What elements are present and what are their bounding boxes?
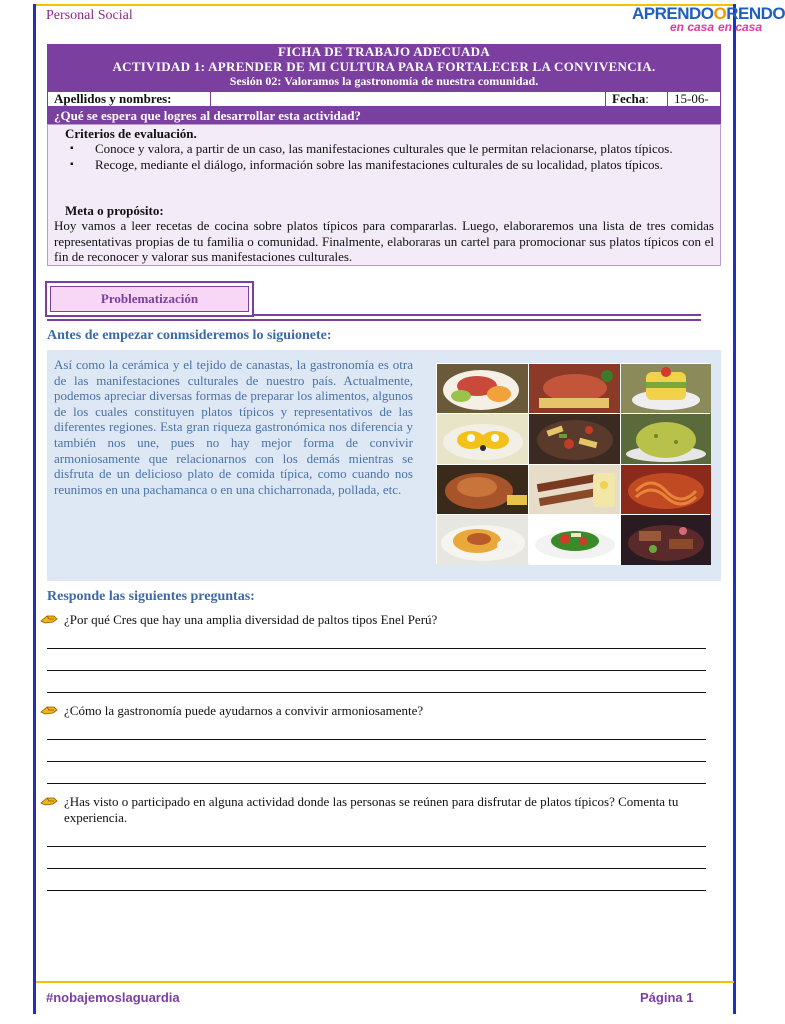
lomo-saltado-image xyxy=(528,413,620,463)
answer-line[interactable] xyxy=(47,868,706,869)
ceviche-plate-image xyxy=(436,363,528,413)
name-field[interactable] xyxy=(211,92,606,106)
writing-hand-icon xyxy=(40,613,58,625)
bullet-icon: ▪ xyxy=(70,143,74,154)
intro-text: Así como la cerámica y el tejido de canastas, la gastronomía es otra de las manifestaciones culturales de nuestro país. Actualmente, podemos apreciar diversas formas de preparar los alimentos, algunos de los cuales constituyen platos típicos y representativos de las diferentes regiones. Esta gran riqueza gastronómica nos diferencia y también nos une, pues no hay mejor forma de convivir armoniosamente que relacionarnos con los demás mientras se disfruta de un delicioso plato de comida típica, como cuando nos reunimos en una pachamanca o en una chicharronada, pollada, etc. xyxy=(54,357,413,497)
food-collage-image xyxy=(436,363,710,564)
problematization-label: Problematización xyxy=(50,286,249,312)
footer-hashtag: #nobajemoslaguardia xyxy=(46,990,180,1005)
list-item: ▪ Conoce y valora, a partir de un caso, las manifestaciones culturales que le permitan relacionarse, platos típicos. xyxy=(70,141,673,156)
answer-line[interactable] xyxy=(47,783,706,784)
worksheet-title: FICHA DE TRABAJO ADECUADA xyxy=(277,44,491,59)
answer-line[interactable] xyxy=(47,739,706,740)
aji-de-gallina-image xyxy=(436,514,528,564)
question-text: ¿Cómo la gastronomía puede ayudarnos a convivir armoniosamente? xyxy=(64,703,424,718)
worksheet-title-block xyxy=(47,44,721,91)
problematization-tab xyxy=(45,281,254,317)
fried-fish-image xyxy=(528,363,620,413)
arroz-verde-image xyxy=(620,413,710,463)
answer-line[interactable] xyxy=(47,670,706,671)
frame-left-border xyxy=(33,4,36,1014)
frame-right-border xyxy=(733,4,736,1014)
tallarines-rojos-image xyxy=(620,464,710,514)
question-text: ¿Por qué Cres que hay una amplia diversidad de paltos tipos Enel Perú? xyxy=(64,612,438,627)
date-field[interactable]: 15-06- xyxy=(674,91,709,106)
pachamanca-image xyxy=(620,514,710,564)
frame-top-border xyxy=(36,4,734,6)
answer-questions-heading: Responde las siguientes preguntas: xyxy=(47,589,255,604)
student-info-row xyxy=(47,91,721,107)
logo-sub-text: en casa xyxy=(670,20,715,34)
session-title: Sesión 02: Valoramos la gastronomía de nuestra comunidad. xyxy=(229,74,539,88)
answer-line[interactable] xyxy=(47,761,706,762)
name-label: Apellidos y nombres: xyxy=(48,92,211,106)
page-number: Página 1 xyxy=(640,990,694,1005)
criteria-list xyxy=(70,141,714,173)
logo-sub-text: en casa xyxy=(718,20,763,34)
writing-hand-icon xyxy=(40,704,58,716)
frame-bottom-border xyxy=(36,981,734,983)
answer-line[interactable] xyxy=(47,890,706,891)
papa-a-la-huancaina-image xyxy=(436,413,528,463)
aprendo-en-casa-logo xyxy=(632,4,785,34)
divider xyxy=(47,319,701,321)
pollo-a-la-brasa-image xyxy=(436,464,528,514)
causa-image xyxy=(620,363,710,413)
activity-title: ACTIVIDAD 1: APRENDER DE MI CULTURA PARA FORTALECER LA CONVIVENCIA. xyxy=(112,59,656,74)
logo-main-text: APRENDOORENDO xyxy=(632,4,785,23)
answer-line[interactable] xyxy=(47,648,706,649)
answer-line[interactable] xyxy=(47,846,706,847)
writing-hand-icon xyxy=(40,795,58,807)
criteria-section xyxy=(47,124,721,266)
ensalada-image xyxy=(528,514,620,564)
expectation-heading: ¿Qué se espera que logres al desarrollar esta actividad? xyxy=(47,107,721,124)
divider xyxy=(254,314,701,316)
answer-line[interactable] xyxy=(47,692,706,693)
goal-title: Meta o propósito: xyxy=(65,203,164,218)
list-item: ▪ Recoge, mediante el diálogo, información sobre las manifestaciones culturales de su localidad, platos típicos. xyxy=(70,157,663,172)
criteria-title: Criterios de evaluación. xyxy=(65,126,197,141)
question-text: ¿Has visto o participado en alguna actividad donde las personas se reúnen para disfrutar de platos típicos? Comenta tu experiencia. xyxy=(64,794,679,825)
goal-text: Hoy vamos a leer recetas de cocina sobre platos típicos para compararlas. Luego, elaboraremos una lista de tres comidas representativas propias de tu familia o comunidad. Finalmente, elaboraras un cartel para promocionar sus platos típicos con el fin de reconocer y valorar sus manifestaciones culturales. xyxy=(54,218,714,264)
subject-label: Personal Social xyxy=(46,8,133,23)
anticuchos-image xyxy=(528,464,620,514)
before-starting-heading: Antes de empezar conmsideremos lo siguionete: xyxy=(47,328,332,343)
bullet-icon: ▪ xyxy=(70,159,74,170)
date-label: Fecha: xyxy=(606,92,668,106)
